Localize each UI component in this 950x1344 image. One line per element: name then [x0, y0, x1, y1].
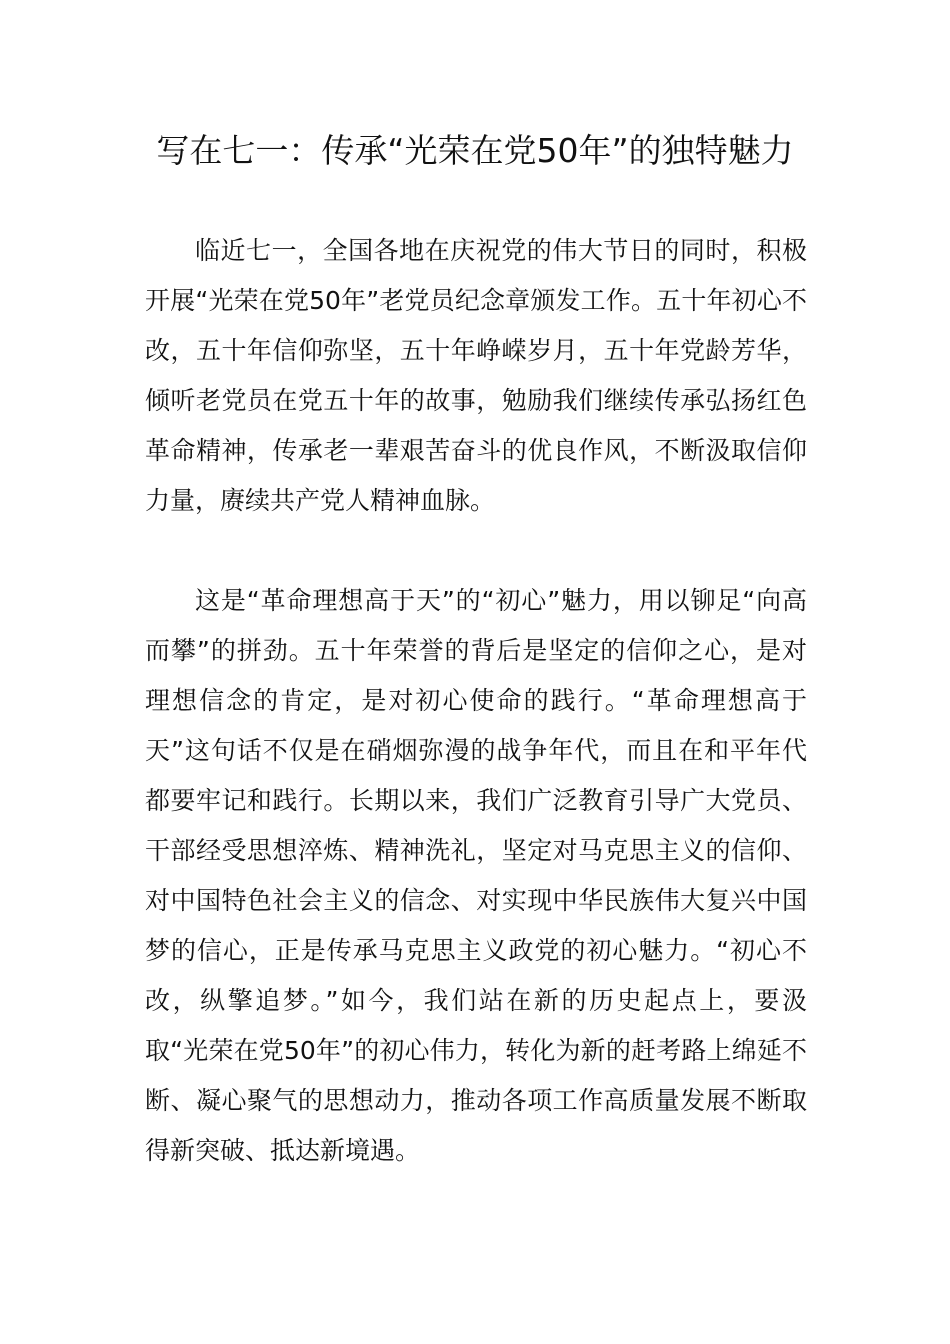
paragraph-2: 这是“革命理想高于天”的“初心”魅力，用以铆足“向高而攀”的拼劲。五十年荣誉的背后是坚定的信仰之心，是对理想信念的肯定，是对初心使命的践行。“革命理想高于天”这句话不仅是在硝烟弥漫的战争年代，而且在和平年代都要牢记和践行。长期以来，我们广泛教育引导广大党员、干部经受思想淬炼、精神洗礼，坚定对马克思主义的信仰、对中国特色社会主义的信念、对实现中华民族伟大复兴中国梦的信心，正是传承马克思主义政党的初心魅力。“初心不改，纵擎追梦。”如今，我们站在新的历史起点上，要汲取“光荣在党50年”的初心伟力，转化为新的赶考路上绵延不断、凝心聚气的思想动力，推动各项工作高质量发展不断取得新突破、抵达新境遇。 — [145, 586, 807, 1165]
paragraph-1: 临近七一，全国各地在庆祝党的伟大节日的同时，积极开展“光荣在党50年”老党员纪念章颁发工作。五十年初心不改，五十年信仰弥坚，五十年峥嵘岁月，五十年党龄芳华，倾听老党员在党五十年的故事，勉励我们继续传承弘扬红色革命精神，传承老一辈艰苦奋斗的优良作风，不断汲取信仰力量，赓续共产党人精神血脉。 — [145, 236, 807, 515]
document-title: 写在七一：传承“光荣在党50年”的独特魅力 — [156, 131, 794, 170]
